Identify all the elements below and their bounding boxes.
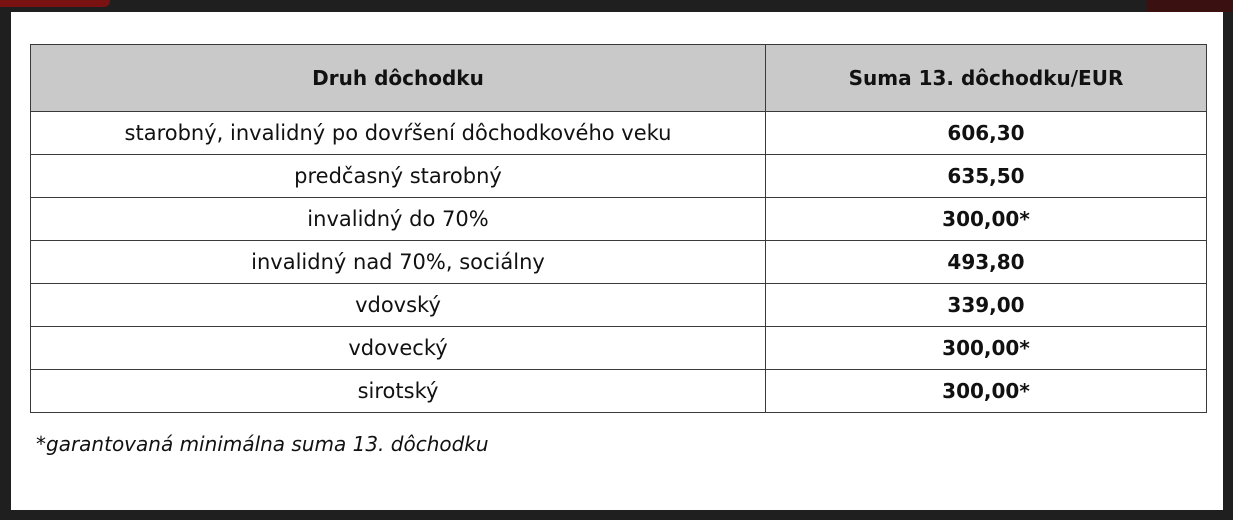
top-left-accent <box>0 0 110 7</box>
amount-cell: 493,80 <box>766 241 1207 284</box>
table-row <box>31 112 1207 155</box>
table-row <box>31 370 1207 413</box>
amount-cell: 300,00* <box>766 370 1207 413</box>
table-row <box>31 198 1207 241</box>
footnote-text: garantovaná minimálna suma 13. dôchodku <box>46 432 489 456</box>
amount-cell: 635,50 <box>766 155 1207 198</box>
pension-type-cell: sirotský <box>31 370 766 413</box>
footnote-marker: * <box>36 432 46 456</box>
pension-type-cell: predčasný starobný <box>31 155 766 198</box>
pension-type-cell: starobný, invalidný po dovŕšení dôchodkového veku <box>31 112 766 155</box>
amount-cell: 339,00 <box>766 284 1207 327</box>
pension-type-cell: invalidný do 70% <box>31 198 766 241</box>
amount-cell: 300,00* <box>766 327 1207 370</box>
amount-cell: 300,00* <box>766 198 1207 241</box>
pension-table <box>30 44 1207 413</box>
table-row <box>31 327 1207 370</box>
table-header-row <box>31 45 1207 112</box>
column-header-pension-type: Druh dôchodku <box>31 45 766 112</box>
table-row <box>31 155 1207 198</box>
table-row <box>31 284 1207 327</box>
pension-type-cell: vdovský <box>31 284 766 327</box>
top-right-accent <box>1147 0 1233 12</box>
pension-type-cell: invalidný nad 70%, sociálny <box>31 241 766 284</box>
pension-type-cell: vdovecký <box>31 327 766 370</box>
document-card <box>11 12 1223 510</box>
column-header-amount: Suma 13. dôchodku/EUR <box>766 45 1207 112</box>
footnote <box>36 432 489 456</box>
amount-cell: 606,30 <box>766 112 1207 155</box>
table-row <box>31 241 1207 284</box>
